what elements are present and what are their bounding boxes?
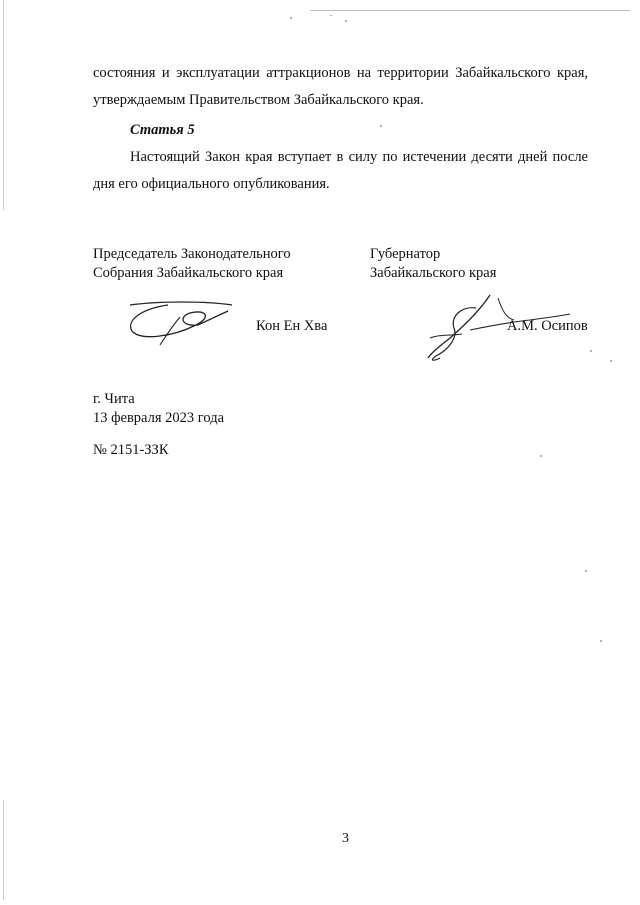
left-signatory-name: Кон Ен Хва xyxy=(256,318,328,334)
scan-speck xyxy=(330,15,332,16)
left-handwritten-signature xyxy=(120,295,255,350)
scan-speck xyxy=(380,125,382,127)
scan-speck xyxy=(540,455,542,457)
paragraph-1-line-2: утверждаемым Правительством Забайкальского края. xyxy=(93,92,424,108)
scan-speck xyxy=(290,17,292,19)
scan-speck xyxy=(345,20,347,22)
left-signatory-title-line-2: Собрания Забайкальского края xyxy=(93,265,284,281)
law-number: № 2151-ЗЗК xyxy=(93,442,169,458)
right-signatory-title-line-2: Забайкальского края xyxy=(370,265,497,281)
scan-speck xyxy=(600,640,602,642)
page-number: 3 xyxy=(342,831,349,846)
scan-speck xyxy=(590,350,592,352)
signing-date: 13 февраля 2023 года xyxy=(93,410,225,426)
scan-left-edge-top xyxy=(3,0,4,210)
scan-left-edge-bottom xyxy=(3,800,4,900)
left-signatory-title-line-1: Председатель Законодательного xyxy=(93,246,291,262)
scan-top-line xyxy=(310,10,630,11)
scan-speck xyxy=(585,570,587,572)
article-title: Статья 5 xyxy=(130,122,195,138)
scan-speck xyxy=(610,360,612,362)
right-signatory-title-line-1: Губернатор xyxy=(370,246,441,262)
signing-city: г. Чита xyxy=(93,391,135,407)
paragraph-2-line-1: Настоящий Закон края вступает в силу по истечении десяти дней после xyxy=(130,149,588,165)
paragraph-1-line-1: состояния и эксплуатации аттракционов на территории Забайкальского края, xyxy=(93,65,588,81)
paragraph-2-line-2: дня его официального опубликования. xyxy=(93,176,330,192)
right-signatory-name: А.М. Осипов xyxy=(507,318,588,334)
